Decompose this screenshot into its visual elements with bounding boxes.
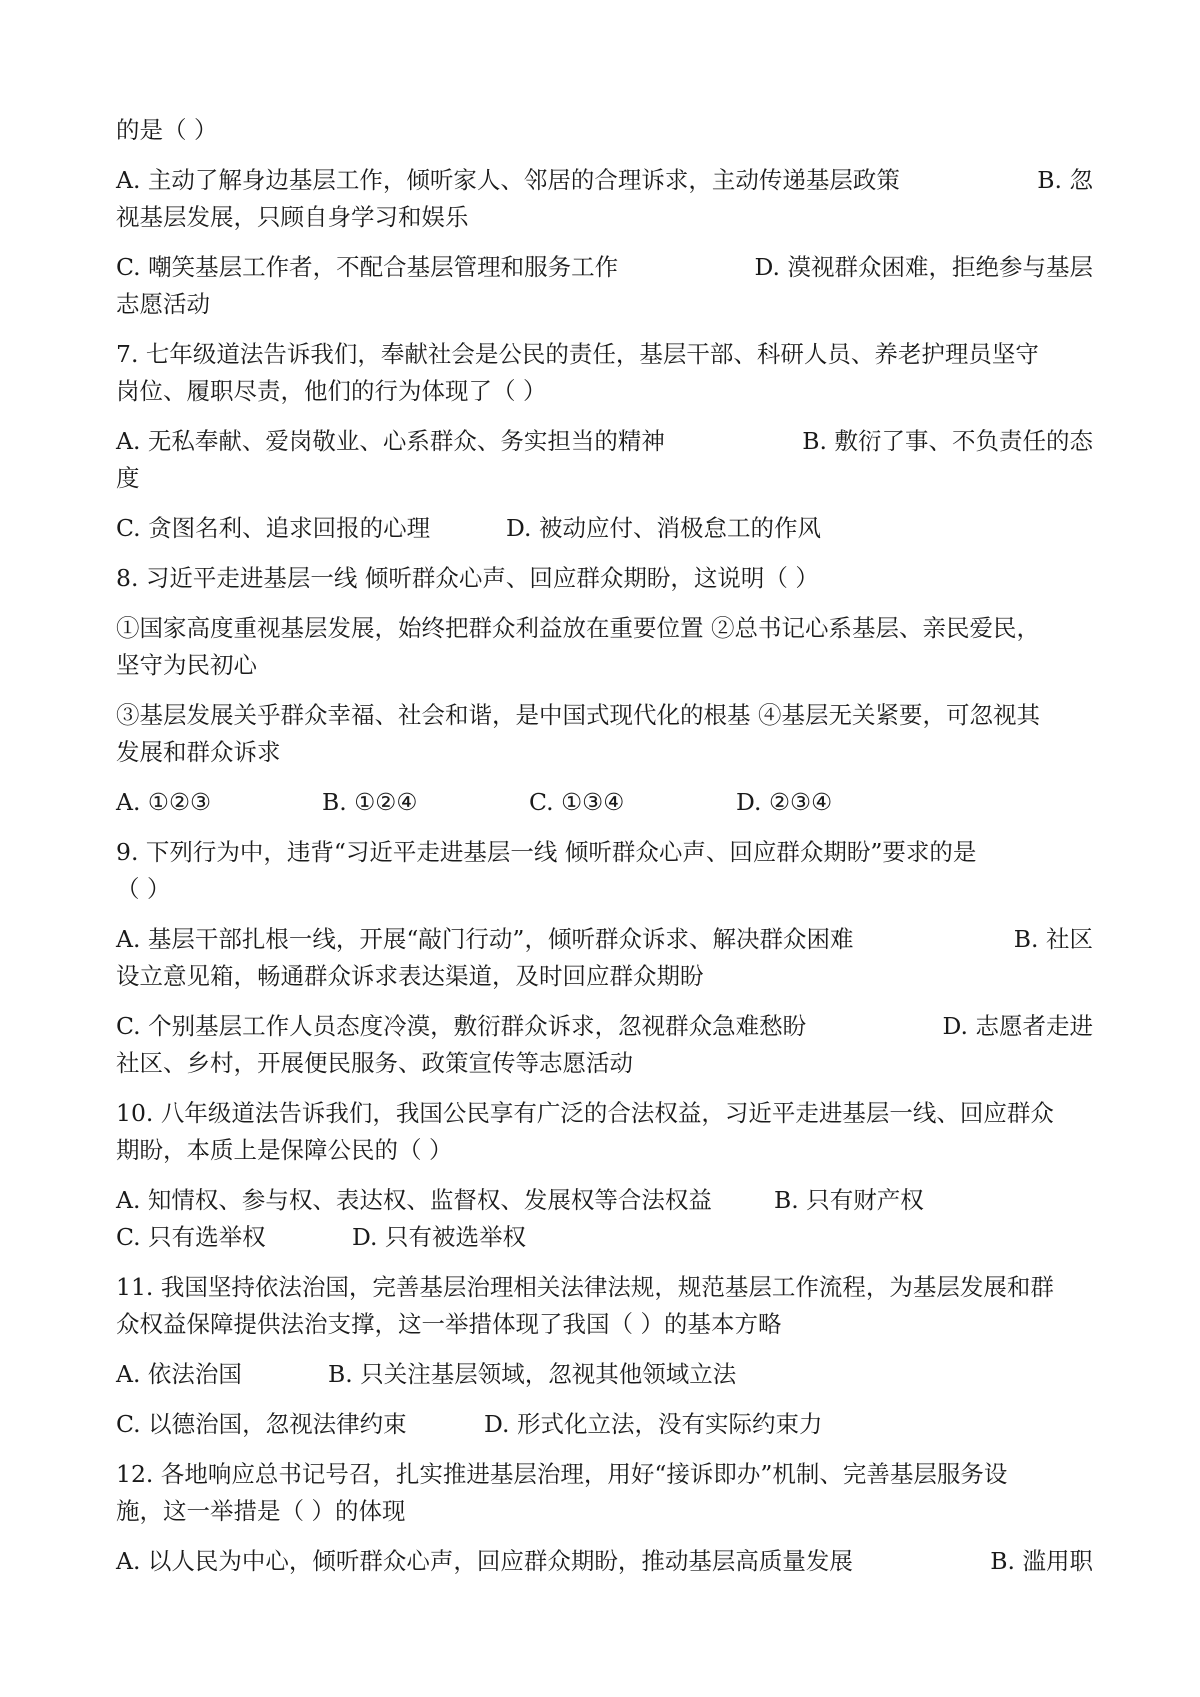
option-b: B. 滥用职 [990,1547,1093,1575]
option-d: D. 形式化立法，没有实际约束力 [484,1410,823,1438]
option-c: C. 以德治国，忽视法律约束 [116,1410,407,1438]
question-7-option-c-d [116,510,1093,547]
option-b: B. 敷衍了事、不负责任的态 [802,427,1093,455]
question-11-stem: 11. 我国坚持依法治国，完善基层治理相关法律法规，规范基层工作流程，为基层发展和群 众权益保障提供法治支撑，这一举措体现了我国（ ）的基本方略 [116,1273,1054,1338]
option-b: B. 只有财产权 [774,1186,924,1214]
question-12-stem: 12. 各地响应总书记号召，扎实推进基层治理，用好“接诉即办”机制、完善基层服务设 施，这一举措是（ ）的体现 [116,1460,1008,1525]
option-b-continued: 视基层发展，只顾自身学习和娱乐 [116,203,469,231]
question-9-option-a-b [116,921,1093,995]
option-c: C. 个别基层工作人员态度冷漠，敷衍群众诉求，忽视群众急难愁盼 [116,1012,807,1040]
question-10-options [116,1182,1093,1256]
option-b: B. ①②④ [322,788,418,816]
option-a: A. 知情权、参与权、表达权、监督权、发展权等合法权益 [116,1186,712,1214]
option-a: A. 基层干部扎根一线，开展“敲门行动”，倾听群众诉求、解决群众困难 [116,925,854,953]
option-b: B. 只关注基层领域，忽视其他领域立法 [328,1360,737,1388]
question-6-option-a-b [116,162,1093,236]
option-d: D. 只有被选举权 [352,1223,526,1251]
option-b-continued: 度 [116,464,140,492]
option-b: B. 社区 [1013,925,1093,953]
question-8-options [116,784,1093,821]
option-c: C. ①③④ [529,788,625,816]
question-8-stem: 8. 习近平走进基层一线 倾听群众心声、回应群众期盼，这说明（ ） [116,564,819,592]
option-b-continued: 设立意见箱，畅通群众诉求表达渠道，及时回应群众期盼 [116,962,704,990]
option-a: A. 以人民为中心，倾听群众心声，回应群众期盼，推动基层高质量发展 [116,1547,853,1575]
question-6-stem-tail: 的是（ ） [116,116,218,144]
option-a: A. 依法治国 [116,1360,242,1388]
question-list [116,112,1093,1580]
question-10-stem: 10. 八年级道法告诉我们，我国公民享有广泛的合法权益，习近平走进基层一线、回应群众 期盼，本质上是保障公民的（ ） [116,1099,1054,1164]
question-8-statements-3-4: ③基层发展关乎群众幸福、社会和谐，是中国式现代化的根基 ④基层无关紧要，可忽视其 发展和群众诉求 [116,701,1040,766]
question-12-option-a-b [116,1543,1093,1580]
question-11-option-a-b [116,1356,1093,1393]
question-11-option-c-d [116,1406,1093,1443]
option-d-continued: 志愿活动 [116,290,210,318]
option-a: A. ①②③ [116,788,212,816]
option-a: A. 无私奉献、爱岗敬业、心系群众、务实担当的精神 [116,427,665,455]
option-d: D. 被动应付、消极怠工的作风 [506,514,821,542]
question-9-stem: 9. 下列行为中，违背“习近平走进基层一线 倾听群众心声、回应群众期盼”要求的是 （ ） [116,838,977,903]
option-d: D. 志愿者走进 [942,1012,1093,1040]
question-7-stem: 7. 七年级道法告诉我们，奉献社会是公民的责任，基层干部、科研人员、养老护理员坚守 岗位、履职尽责，他们的行为体现了（ ） [116,340,1039,405]
question-8-statements-1-2: ①国家高度重视基层发展，始终把群众利益放在重要位置 ②总书记心系基层、亲民爱民， 坚守为民初心 [116,614,1040,679]
question-6-option-c-d [116,249,1093,323]
option-c: C. 嘲笑基层工作者，不配合基层管理和服务工作 [116,253,619,281]
option-d-continued: 社区、乡村，开展便民服务、政策宣传等志愿活动 [116,1049,633,1077]
option-a: A. 主动了解身边基层工作，倾听家人、邻居的合理诉求，主动传递基层政策 [116,166,900,194]
option-d: D. ②③④ [736,788,833,816]
option-c: C. 贪图名利、追求回报的心理 [116,514,431,542]
option-c: C. 只有选举权 [116,1223,266,1251]
option-b: B. 忽 [1037,166,1093,194]
question-9-option-c-d [116,1008,1093,1082]
question-7-option-a-b [116,423,1093,497]
option-d: D. 漠视群众困难，拒绝参与基层 [754,253,1093,281]
